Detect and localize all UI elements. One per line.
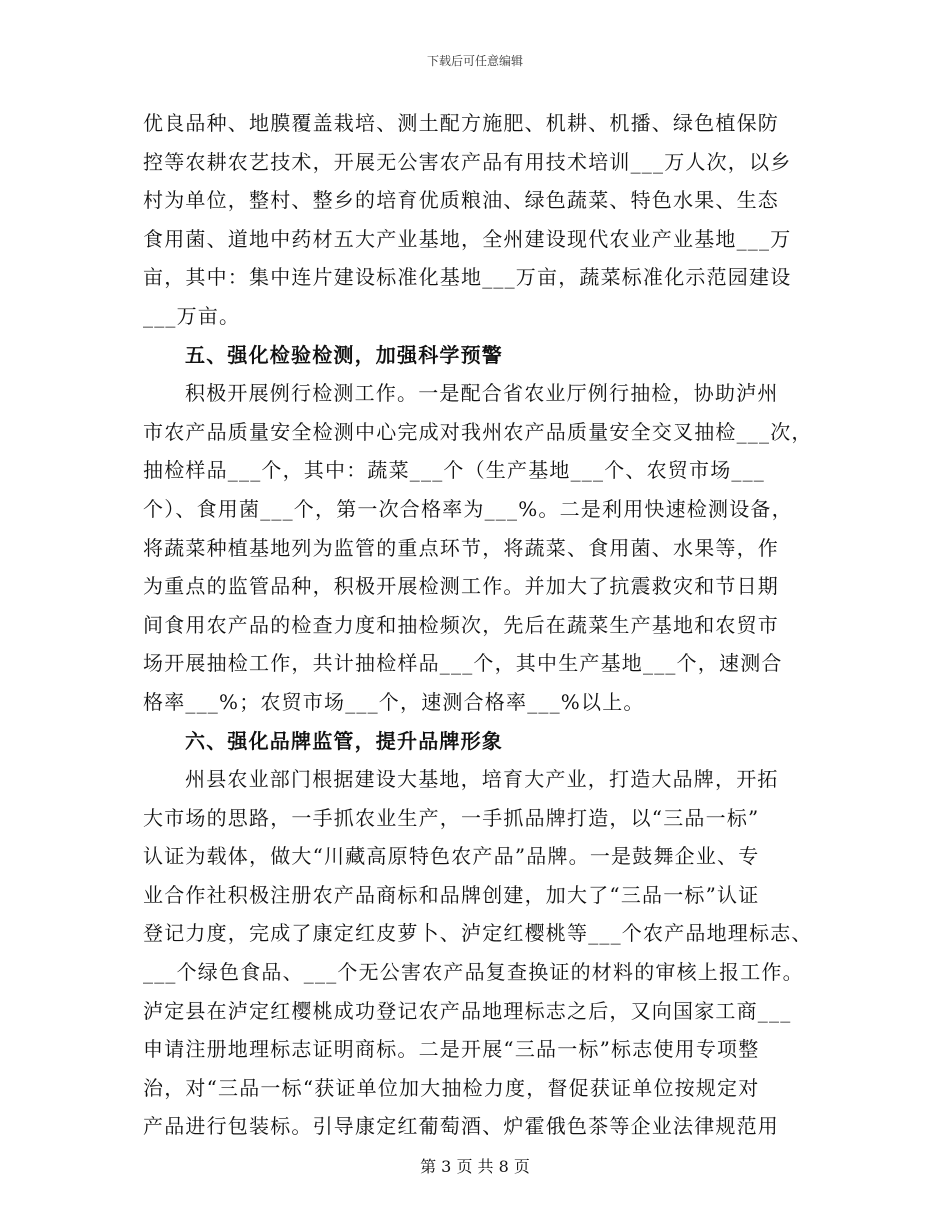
document-body bbox=[143, 104, 823, 1146]
body-line: 食用菌、道地中药材五大产业基地，全州建设现代农业产业基地___万 bbox=[143, 226, 792, 251]
section-heading-6: 六、强化品牌监管，提升品牌形象 bbox=[185, 728, 503, 753]
body-line: 抽检样品___个，其中：蔬菜___个（生产基地___个、农贸市场___ bbox=[143, 458, 765, 483]
body-line: ___万亩。 bbox=[143, 303, 241, 328]
body-line: 业合作社积极注册农产品商标和品牌创建，加大了“三品一标”认证 bbox=[143, 882, 760, 907]
page-footer-number: 第 3 页 共 8 页 bbox=[420, 1157, 530, 1176]
body-line: 登记力度，完成了康定红皮萝卜、泸定红樱桃等___个农产品地理标志、 bbox=[143, 921, 813, 946]
body-line: 为重点的监管品种，积极开展检测工作。并加大了抗震救灾和节日期 bbox=[143, 574, 779, 599]
body-line: 产品进行包装标。引导康定红葡萄酒、炉霍俄色茶等企业法律规范用 bbox=[143, 1114, 779, 1139]
body-line: 个）、食用菌___个，第一次合格率为___%。二是利用快速检测设备， bbox=[143, 496, 793, 521]
body-line: 市农产品质量安全检测中心完成对我州农产品质量安全交叉抽检___次， bbox=[143, 419, 813, 444]
body-line: 村为单位，整村、整乡的培育优质粮油、绿色蔬菜、特色水果、生态 bbox=[143, 188, 779, 213]
body-line: 间食用农产品的检查力度和抽检频次，先后在蔬菜生产基地和农贸市 bbox=[143, 612, 779, 637]
body-line: 控等农耕农艺技术，开展无公害农产品有用技术培训___万人次，以乡 bbox=[143, 149, 792, 174]
body-line: 将蔬菜种植基地列为监管的重点环节，将蔬菜、食用菌、水果等，作 bbox=[143, 535, 779, 560]
body-line: 泸定县在泸定红樱桃成功登记农产品地理标志之后，又向国家工商___ bbox=[143, 998, 792, 1023]
body-line: 场开展抽检工作，共计抽检样品___个，其中生产基地___个，速测合 bbox=[143, 651, 783, 676]
section-heading-5: 五、强化检验检测，加强科学预警 bbox=[185, 342, 503, 367]
body-line: 申请注册地理标志证明商标。二是开展“三品一标”标志使用专项整 bbox=[143, 1037, 760, 1062]
body-line: 亩，其中：集中连片建设标准化基地___万亩，蔬菜标准化示范园建设 bbox=[143, 265, 792, 290]
body-line: 优良品种、地膜覆盖栽培、测土配方施肥、机耕、机播、绿色植保防 bbox=[143, 111, 779, 135]
page-header-note: 下载后可任意编辑 bbox=[426, 54, 523, 68]
body-line: 治，对“三品一标“获证单位加大抽检力度，督促获证单位按规定对 bbox=[143, 1075, 760, 1100]
body-line: 格率___%；农贸市场___个，速测合格率___%以上。 bbox=[143, 689, 645, 714]
body-line: ___个绿色食品、___个无公害农产品复查换证的材料的审核上报工作。 bbox=[143, 960, 804, 985]
body-line: 积极开展例行检测工作。一是配合省农业厅例行抽检，协助泸州 bbox=[185, 381, 779, 406]
body-line: 大市场的思路，一手抓农业生产，一手抓品牌打造，以“三品一标” bbox=[143, 805, 760, 830]
body-line: 州县农业部门根据建设大基地，培育大产业，打造大品牌，开拓 bbox=[185, 767, 779, 792]
body-line: 认证为载体，做大“川藏高原特色农产品”品牌。一是鼓舞企业、专 bbox=[143, 844, 760, 869]
